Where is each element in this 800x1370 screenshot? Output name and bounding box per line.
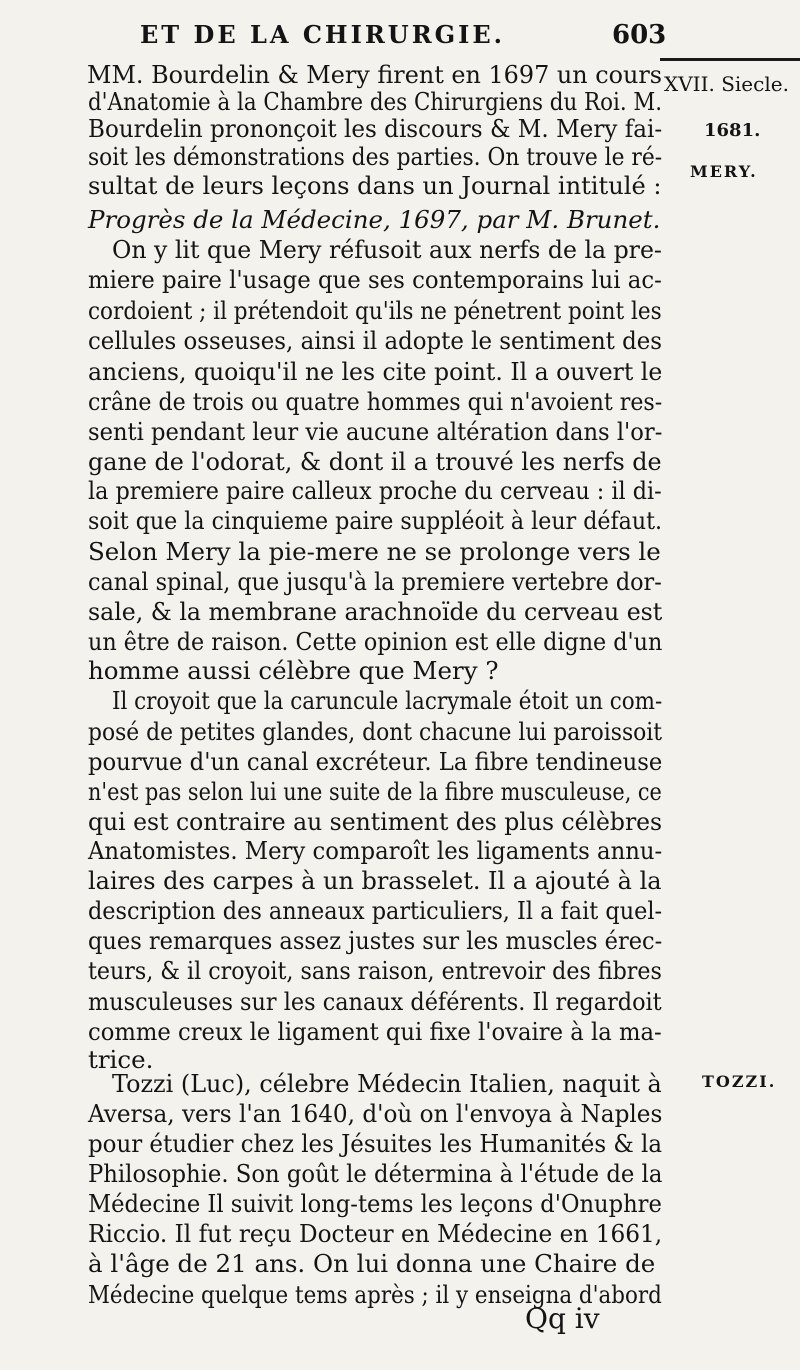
text-line: d'Anatomie à la Chambre des Chirurgiens du Roi. M. <box>88 87 663 116</box>
text-line: Progrès de la Médecine, 1697, par M. Brunet. <box>88 205 661 234</box>
text-line: Riccio. Il fut reçu Docteur en Médecine en 1661, <box>88 1219 663 1248</box>
text-line: posé de petites glandes, dont chacune lui paroissoit <box>88 717 662 746</box>
text-line: la premiere paire calleux proche du cerveau : il di- <box>88 476 662 505</box>
text-line: Tozzi (Luc), célebre Médecin Italien, naquit à <box>112 1069 662 1098</box>
text-line: cellules osseuses, ainsi il adopte le sentiment des <box>88 326 663 355</box>
text-line: sultat de leurs leçons dans un Journal intitulé : <box>88 171 662 200</box>
text-line: Médecine Il suivit long-tems les leçons d'Onuphre <box>88 1189 662 1218</box>
text-line: pour étudier chez les Jésuites les Humanités & la <box>88 1129 662 1158</box>
margin-note-century: XVII. Siecle. <box>664 72 789 96</box>
text-line: trice. <box>88 1045 154 1074</box>
text-line: anciens, quoiqu'il ne les cite point. Il a ouvert le <box>88 357 663 386</box>
text-line: ques remarques assez justes sur les muscles érec- <box>88 926 663 955</box>
text-line: Médecine quelque tems après ; il y enseigna d'abord <box>88 1280 662 1309</box>
text-line: homme aussi célèbre que Mery ? <box>88 656 499 685</box>
signature-mark: Qq iv <box>525 1302 600 1335</box>
text-line: sale, & la membrane arachnoïde du cerveau est <box>88 597 663 626</box>
running-title: ET DE LA CHIRURGIE. <box>140 20 506 49</box>
text-line: soit les démonstrations des parties. On trouve le ré- <box>88 142 663 171</box>
text-line: canal spinal, que jusqu'à la premiere vertebre dor- <box>88 567 662 596</box>
text-line: teurs, & il croyoit, sans raison, entrevoir des fibres <box>88 956 662 985</box>
text-line: Anatomistes. Mery comparoît les ligaments annu- <box>88 836 663 865</box>
margin-note-tozzi: TOZZI. <box>702 1072 777 1091</box>
page-number: 603 <box>612 20 667 50</box>
text-line: un être de raison. Cette opinion est elle digne d'un <box>88 627 663 656</box>
text-line: miere paire l'usage que ses contemporains lui ac- <box>88 265 662 294</box>
text-line: crâne de trois ou quatre hommes qui n'avoient res- <box>88 387 663 416</box>
text-line: pourvue d'un canal excréteur. La fibre tendineuse <box>88 747 663 776</box>
text-line: Bourdelin prononçoit les discours & M. Mery fai- <box>88 114 663 143</box>
text-line: musculeuses sur les canaux déférents. Il regardoit <box>88 987 662 1016</box>
text-line: Il croyoit que la caruncule lacrymale étoit un com- <box>112 686 663 715</box>
text-line: cordoient ; il prétendoit qu'ils ne pénetrent point les <box>88 296 662 325</box>
text-line: n'est pas selon lui une suite de la fibre musculeuse, ce <box>88 777 662 806</box>
margin-note-year: 1681. <box>704 120 761 141</box>
margin-note-mery: MERY. <box>690 162 758 181</box>
text-line: gane de l'odorat, & dont il a trouvé les nerfs de <box>88 447 662 476</box>
text-line: On y lit que Mery réfusoit aux nerfs de la pre- <box>112 235 662 264</box>
text-line: senti pendant leur vie aucune altération dans l'or- <box>88 417 663 446</box>
text-line: description des anneaux particuliers, Il a fait quel- <box>88 896 663 925</box>
text-line: Selon Mery la pie-mere ne se prolonge vers le <box>88 537 661 566</box>
text-line: Philosophie. Son goût le détermina à l'étude de la <box>88 1159 663 1188</box>
text-line: à l'âge de 21 ans. On lui donna une Chaire de <box>88 1249 656 1278</box>
text-line: Aversa, vers l'an 1640, d'où on l'envoya à Naples <box>88 1099 663 1128</box>
text-line: qui est contraire au sentiment des plus célèbres <box>88 807 663 836</box>
text-line: laires des carpes à un brasselet. Il a ajouté à la <box>88 866 662 895</box>
text-line: comme creux le ligament qui fixe l'ovaire à la ma- <box>88 1017 662 1046</box>
text-line: MM. Bourdelin & Mery firent en 1697 un cours <box>87 60 662 89</box>
text-line: soit que la cinquieme paire suppléoit à leur défaut. <box>88 506 663 535</box>
